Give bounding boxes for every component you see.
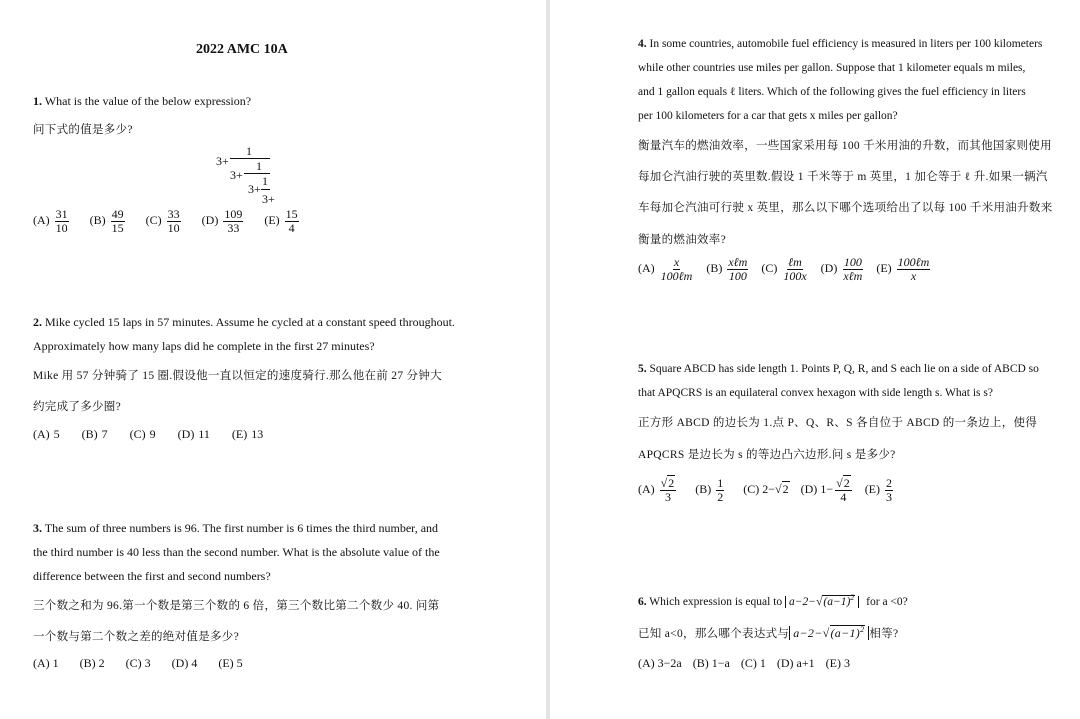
q1-continued-fraction: [216, 146, 286, 206]
q4-text-en-3: and 1 gallon equals ℓ liters. Which of the following gives the fuel efficiency in liters: [638, 86, 1026, 98]
q4-text-en-1: [638, 38, 1042, 50]
q5-text-en-2: that APQCRS is an equilateral convex hexagon with side length s. What is s?: [638, 387, 993, 399]
q2-number: 2.: [33, 315, 42, 329]
cf-bar-1: [230, 158, 270, 159]
q5-choice-e[interactable]: (E) $\frac{2}{3}$: [864, 476, 893, 504]
q6-expression-cn: $a-2-√(a-1)^2$: [789, 626, 869, 640]
cf-term-3: 3+: [248, 182, 261, 196]
q2-line-1: Mike cycled 15 laps in 57 minutes. Assume he cycled at a constant speed throughout.: [45, 315, 455, 329]
q3-choice-c[interactable]: (C) 3: [125, 656, 151, 670]
q1-choice-c[interactable]: (C) $\frac{33}{10}$: [145, 207, 180, 235]
q4-line-1: In some countries, automobile fuel efficiency is measured in liters per 100 kilometers: [649, 38, 1043, 50]
q6-expression: $a-2-√(a-1)^2$: [785, 596, 859, 608]
q5-line-1: Square ABCD has side length 1. Points P, Q, R, and S each lie on a side of ABCD so: [649, 363, 1039, 375]
q5-choice-c[interactable]: (C) 2−√2: [743, 481, 789, 496]
q2-choice-a[interactable]: (A) 5: [33, 427, 60, 441]
q4-text-en-2: while other countries use miles per gallon. Suppose that 1 kilometer equals m miles,: [638, 62, 1026, 74]
q1-choice-e[interactable]: (E) $\frac{15}{4}$: [264, 207, 298, 235]
q6-choice-d[interactable]: (D) a+1: [776, 656, 815, 670]
q5-number: 5.: [638, 363, 647, 375]
q6-choice-c[interactable]: (C) 1: [740, 656, 766, 670]
q2-text-en-1: [33, 315, 455, 330]
cf-term-2: 3+: [230, 168, 243, 182]
q3-text-en-2: the third number is 40 less than the second number. What is the absolute value of the: [33, 545, 440, 559]
q6-cn-post: 相等?: [869, 628, 899, 640]
q1-question: What is the value of the below expression?: [44, 94, 252, 108]
q2-choice-e[interactable]: (E) 13: [231, 427, 264, 441]
q3-choice-b[interactable]: (B) 2: [79, 656, 105, 670]
q2-choices: [33, 427, 271, 442]
q3-choice-d[interactable]: (D) 4: [171, 656, 198, 670]
q6-en-post: for a <0?: [866, 595, 908, 608]
q5-text-en-1: [638, 363, 1039, 375]
q3-choice-a[interactable]: (A) 1: [33, 656, 59, 670]
q4-text-cn-2: 每加仑汽油行驶的英里数.假设 1 千米等于 m 英里，1 加仑等于 ℓ 升.如果一辆汽: [638, 171, 1048, 183]
page-title: 2022 AMC 10A: [196, 42, 288, 57]
q3-line-1: The sum of three numbers is 96. The first number is 6 times the third number, and: [44, 521, 439, 535]
q3-choice-e[interactable]: (E) 5: [218, 656, 243, 670]
q6-choice-b[interactable]: (B) 1−a: [692, 656, 730, 670]
q2-text-cn-1: Mike 用 57 分钟骑了 15 圈.假设他一直以恒定的速度骑行.那么他在前 27 分钟大: [33, 370, 442, 382]
q4-text-cn-3: 车每加仑汽油可行驶 x 英里，那么以下哪个选项给出了以每 100 千米用油升数来: [638, 202, 1053, 214]
q6-choice-e[interactable]: (E) 3: [825, 656, 850, 670]
q6-text-en: [638, 593, 908, 608]
right-page: [550, 0, 1080, 719]
q4-choice-d[interactable]: (D) $\frac{100}{\text{xℓm}}$: [820, 255, 863, 283]
q3-text-en-3: difference between the first and second numbers?: [33, 569, 271, 583]
q3-text-cn-1: 三个数之和为 96.第一个数是第三个数的 6 倍，第三个数比第二个数少 40. 问第: [33, 600, 440, 612]
q3-choices: [33, 656, 251, 671]
q4-text-en-4: per 100 kilometers for a car that gets x miles per gallon?: [638, 110, 898, 122]
cf-term-1: 3+: [216, 154, 229, 168]
q1-choice-a[interactable]: (A) $\frac{31}{10}$: [33, 207, 68, 235]
q6-cn-pre: 已知 a<0，那么哪个表达式与: [638, 628, 790, 640]
q2-choice-d[interactable]: (D) 11: [177, 427, 210, 441]
q2-text-en-2: Approximately how many laps did he complete in the first 27 minutes?: [33, 339, 375, 353]
q1-text-en: [33, 94, 251, 109]
q1-text-cn: 问下式的值是多少?: [33, 124, 133, 136]
q3-text-en-1: [33, 521, 438, 536]
q3-number: 3.: [33, 521, 42, 535]
q5-choices: [638, 477, 903, 503]
q5-text-cn-2: APQCRS 是边长为 s 的等边凸六边形.问 s 是多少?: [638, 449, 896, 461]
q6-choices: [638, 656, 858, 671]
q5-choice-b[interactable]: (B) $\frac{1}{2}$: [695, 476, 724, 504]
q5-choice-a[interactable]: (A) $\frac{√2}{3}$: [638, 476, 675, 504]
q4-text-cn-1: 衡量汽车的燃油效率，一些国家采用每 100 千米用油的升数，而其他国家则使用: [638, 140, 1052, 152]
q4-text-cn-4: 衡量的燃油效率?: [638, 234, 727, 246]
q6-en-pre: Which expression is equal to: [649, 595, 783, 608]
q1-choice-b[interactable]: (B) $\frac{49}{15}$: [89, 207, 124, 235]
q2-choice-b[interactable]: (B) 7: [81, 427, 108, 441]
q4-number: 4.: [638, 38, 647, 50]
q5-text-cn-1: 正方形 ABCD 的边长为 1.点 P、Q、R、S 各自位于 ABCD 的一条边上，使得: [638, 417, 1038, 429]
q4-choice-e[interactable]: (E) $\frac{\text{100ℓm}}{x}$: [876, 255, 930, 283]
q1-choice-d[interactable]: (D) $\frac{109}{33}$: [201, 207, 243, 235]
q4-choice-c[interactable]: (C) $\frac{\text{ℓm}}{100x}$: [761, 255, 807, 283]
q2-text-cn-2: 约完成了多少圈?: [33, 401, 122, 413]
q1-number: 1.: [33, 94, 42, 108]
q6-text-cn: [638, 625, 898, 641]
q6-choice-a[interactable]: (A) 3−2a: [638, 656, 682, 670]
cf-den-3: 3+: [262, 192, 275, 206]
cf-num-2: 1: [256, 159, 262, 173]
q6-number: 6.: [638, 595, 647, 608]
q4-choices: [638, 256, 940, 282]
cf-num-1: 1: [246, 144, 252, 158]
q3-text-cn-2: 一个数与第二个数之差的绝对值是多少?: [33, 631, 240, 643]
cf-num-3: 1: [262, 174, 268, 188]
q2-choice-c[interactable]: (C) 9: [129, 427, 156, 441]
cf-bar-3: [261, 189, 270, 190]
q5-choice-d[interactable]: (D) 1− $\frac{√2}{4}$: [800, 476, 850, 504]
q4-choice-b[interactable]: (B) $\frac{\text{xℓm}}{100}$: [706, 255, 748, 283]
q1-choices: [33, 208, 309, 234]
q4-choice-a[interactable]: (A) $\frac{x}{\text{100ℓm}}$: [638, 255, 693, 283]
